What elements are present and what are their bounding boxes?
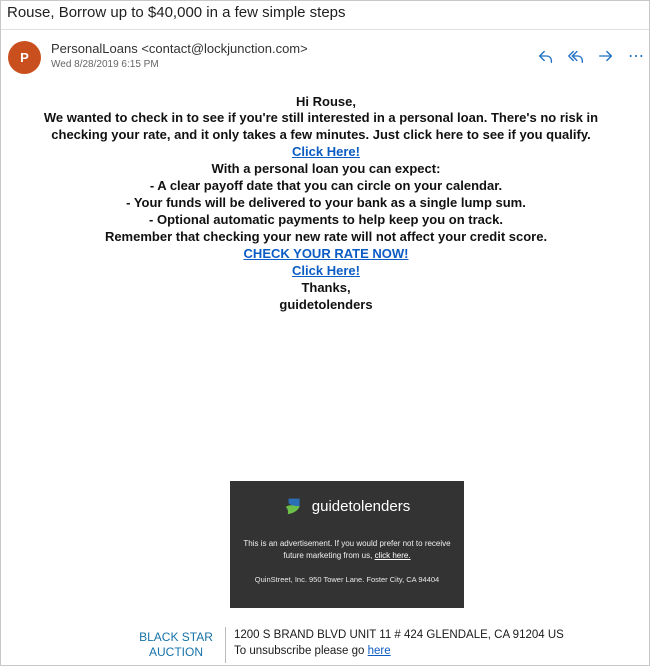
forward-icon[interactable] [597, 47, 615, 65]
email-body [1, 94, 650, 313]
credit-score-note: Remember that checking your new rate will not affect your credit score. [104, 229, 548, 244]
bullet-automatic-payments: - Optional automatic payments to help keep you on track. [149, 212, 503, 227]
ad-address: QuinStreet, Inc. 950 Tower Lane. Foster City, CA 94404 [254, 575, 440, 584]
message-actions [537, 47, 645, 65]
signature: guidetolenders [279, 297, 373, 312]
footer-unsubscribe-text: To unsubscribe please go [234, 645, 368, 657]
footer-unsubscribe [234, 645, 391, 657]
click-here-link-2[interactable]: Click Here! [292, 263, 360, 278]
expect-heading: With a personal loan you can expect: [211, 161, 441, 176]
email-footer [1, 621, 650, 666]
thanks: Thanks, [301, 280, 351, 295]
footer-divider [225, 627, 226, 663]
footer-brand[interactable] [135, 630, 217, 660]
bullet-payoff-date: - A clear payoff date that you can circle on your calendar. [149, 178, 503, 193]
reply-icon[interactable] [537, 47, 555, 65]
ad-disclaimer [230, 538, 464, 562]
more-icon[interactable]: ⋯ [628, 48, 644, 65]
reply-all-icon[interactable] [567, 47, 585, 65]
ad-disclaimer-text: This is an advertisement. If you would prefer not to receive future marketing from us, [243, 539, 451, 560]
ad-unsubscribe-link[interactable]: click here. [374, 551, 411, 560]
footer-brand-line2: AUCTION [149, 645, 203, 659]
check-rate-link[interactable]: CHECK YOUR RATE NOW! [243, 246, 409, 261]
email-date: Wed 8/28/2019 6:15 PM [51, 59, 159, 70]
footer-unsubscribe-link[interactable]: here [367, 645, 391, 657]
advertisement-box [230, 481, 464, 608]
greeting: Hi Rouse, [296, 94, 356, 109]
guidetolenders-logo-icon [284, 495, 306, 517]
email-subject: Rouse, Borrow up to $40,000 in a few simple steps [1, 1, 649, 30]
sender-avatar[interactable]: P [8, 41, 41, 74]
footer-brand-line1: BLACK STAR [139, 630, 213, 644]
intro-paragraph: We wanted to check in to see if you're still interested in a personal loan. There's no risk in checking your rate, and it only takes a few minutes. Just click here to see if you qualify. [43, 110, 599, 142]
ad-brand-name: guidetolenders [311, 497, 411, 515]
sender-address[interactable]: PersonalLoans <contact@lockjunction.com> [51, 41, 308, 56]
ad-logo [230, 495, 464, 517]
bullet-lump-sum: - Your funds will be delivered to your bank as a single lump sum. [126, 195, 526, 210]
footer-address: 1200 S BRAND BLVD UNIT 11 # 424 GLENDALE, CA 91204 US [234, 629, 564, 641]
click-here-link-1[interactable]: Click Here! [292, 144, 360, 159]
